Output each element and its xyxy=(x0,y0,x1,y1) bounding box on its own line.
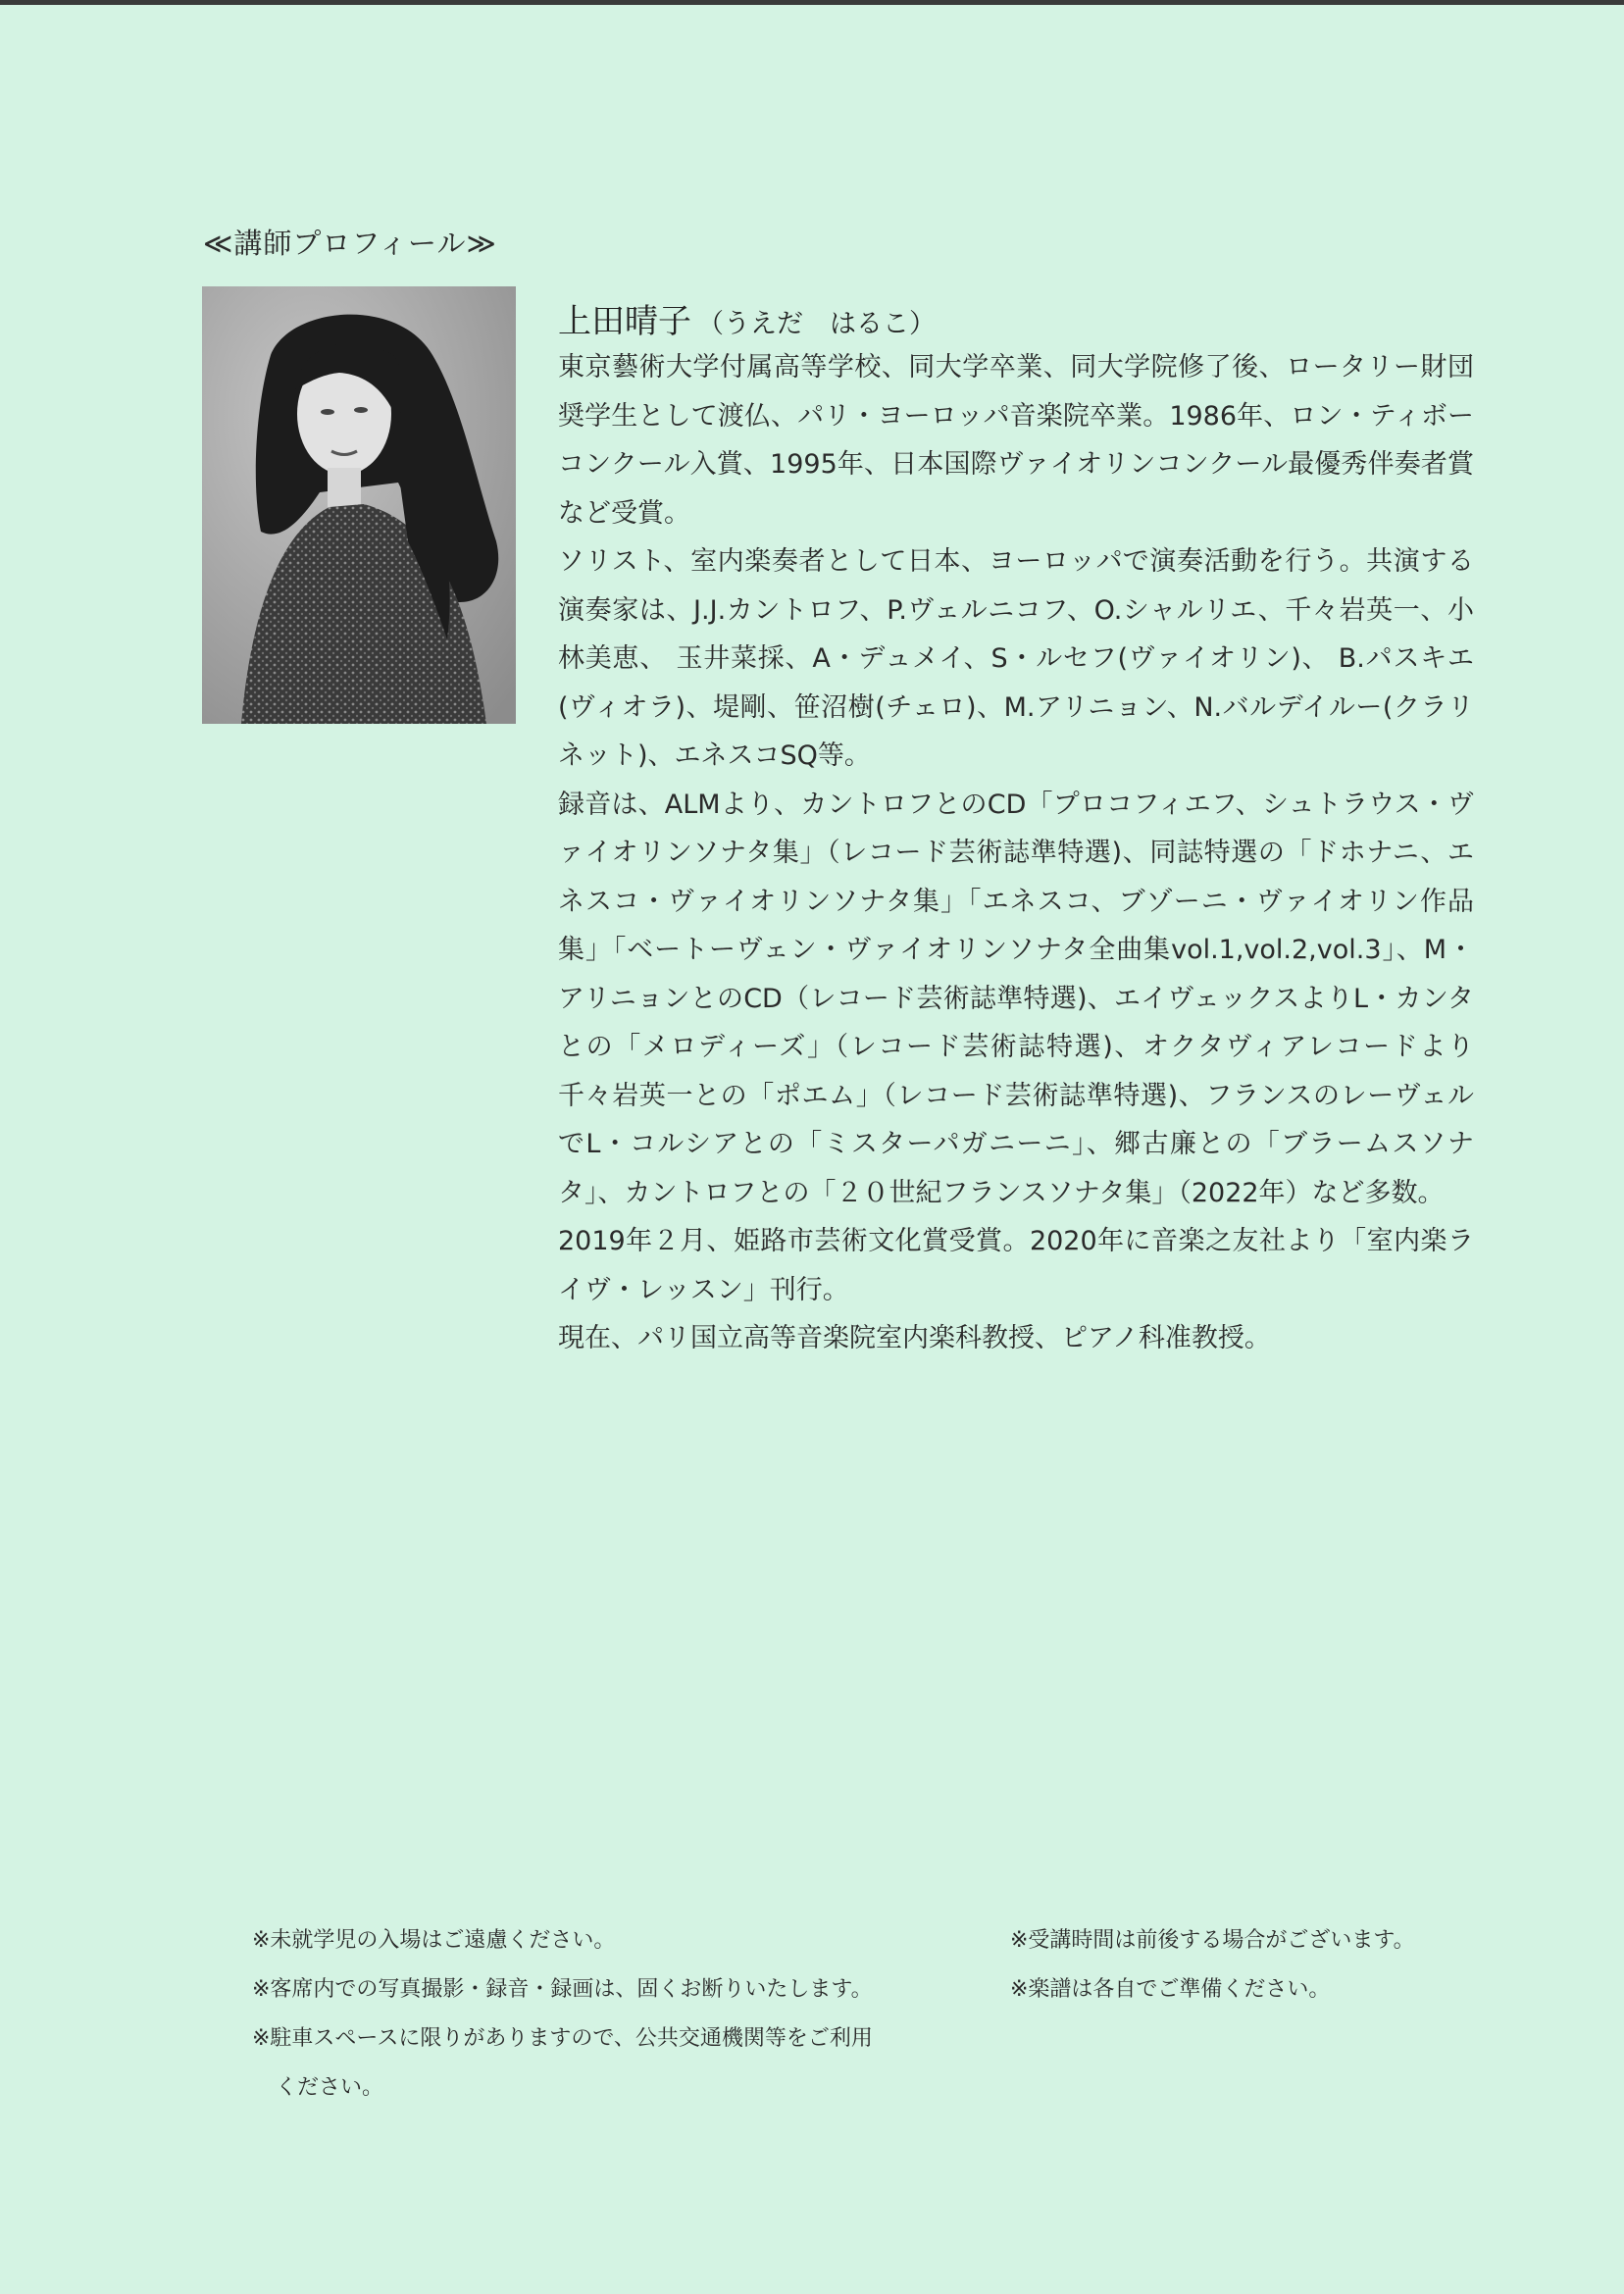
note-item: ※客席内での写真撮影・録音・録画は、固くお断りいたします。 xyxy=(252,1977,873,2002)
notes-left-column xyxy=(252,1916,899,2113)
instructor-name-line xyxy=(558,294,936,342)
portrait-photo xyxy=(202,286,516,724)
bio-paragraph: 現在、パリ国立高等音楽院室内楽科教授、ピアノ科准教授。 xyxy=(558,1323,1271,1353)
bio-paragraph: 2019年２月、姫路市芸術文化賞受賞。2020年に音楽之友社より「室内楽ライヴ・レッスン」刊行。 xyxy=(558,1226,1474,1305)
note-item: ※駐車スペースに限りがありますので、公共交通機関等をご利用 xyxy=(252,2026,873,2051)
bio-paragraph: ソリスト、室内楽奏者として日本、ヨーロッパで演奏活動を行う。共演する演奏家は、J.J.カントロフ、P.ヴェルニコフ、O.シャルリエ、千々岩英一、小林美恵、 玉井菜採、A・デュメイ、S・ルセフ(ヴァイオリン)、 B.パスキエ(ヴィオラ)、堤剛、笹沼樹(チェロ)、M.アリニョン、N.バルデイルー(クラリネット)、エネスコSQ等。 xyxy=(558,546,1474,771)
instructor-name: 上田晴子 xyxy=(558,302,691,341)
note-item: ※未就学児の入場はご遠慮ください。 xyxy=(252,1928,616,1953)
page-top-edge xyxy=(0,0,1624,5)
bio-paragraph: 録音は、ALMより、カントロフとのCD「プロコフィエフ、シュトラウス・ヴァイオリンソナタ集」（レコード芸術誌準特選)、同誌特選の「ドホナニ、エネスコ・ヴァイオリンソナタ集」「エネスコ、ブゾーニ・ヴァイオリン作品集」「ベートーヴェン・ヴァイオリンソナタ全曲集vol.1,vol.2,vol.3」、M・アリニョンとのCD（レコード芸術誌準特選)、エイヴェックスよりL・カンタとの「メロディーズ」（レコード芸術誌特選)、オクタヴィアレコードより千々岩英一との「ポエム」（レコード芸術誌準特選)、フランスのレーヴェルでL・コルシアとの「ミスターパガニーニ」、郷古廉との「ブラームスソナタ」、カントロフとの「２０世紀フランスソナタ集」（2022年）など多数。 xyxy=(558,789,1474,1208)
instructor-name-reading: （うえだ はるこ） xyxy=(697,309,936,339)
instructor-biography xyxy=(558,343,1474,1363)
note-item-continuation: ください。 xyxy=(276,2075,384,2100)
bio-paragraph: 東京藝術大学付属高等学校、同大学卒業、同大学院修了後、ロータリー財団奨学生として渡仏、パリ・ヨーロッパ音楽院卒業。1986年、ロン・ティボーコンクール入賞、1995年、日本国際ヴァイオリンコンクール最優秀伴奏者賞など受賞。 xyxy=(558,352,1474,529)
note-item: ※楽譜は各自でご準備ください。 xyxy=(1010,1977,1331,2002)
section-heading: ≪講師プロフィール≫ xyxy=(203,227,497,260)
notes-right-column xyxy=(1010,1916,1481,2014)
note-item: ※受講時間は前後する場合がございます。 xyxy=(1010,1928,1415,1953)
